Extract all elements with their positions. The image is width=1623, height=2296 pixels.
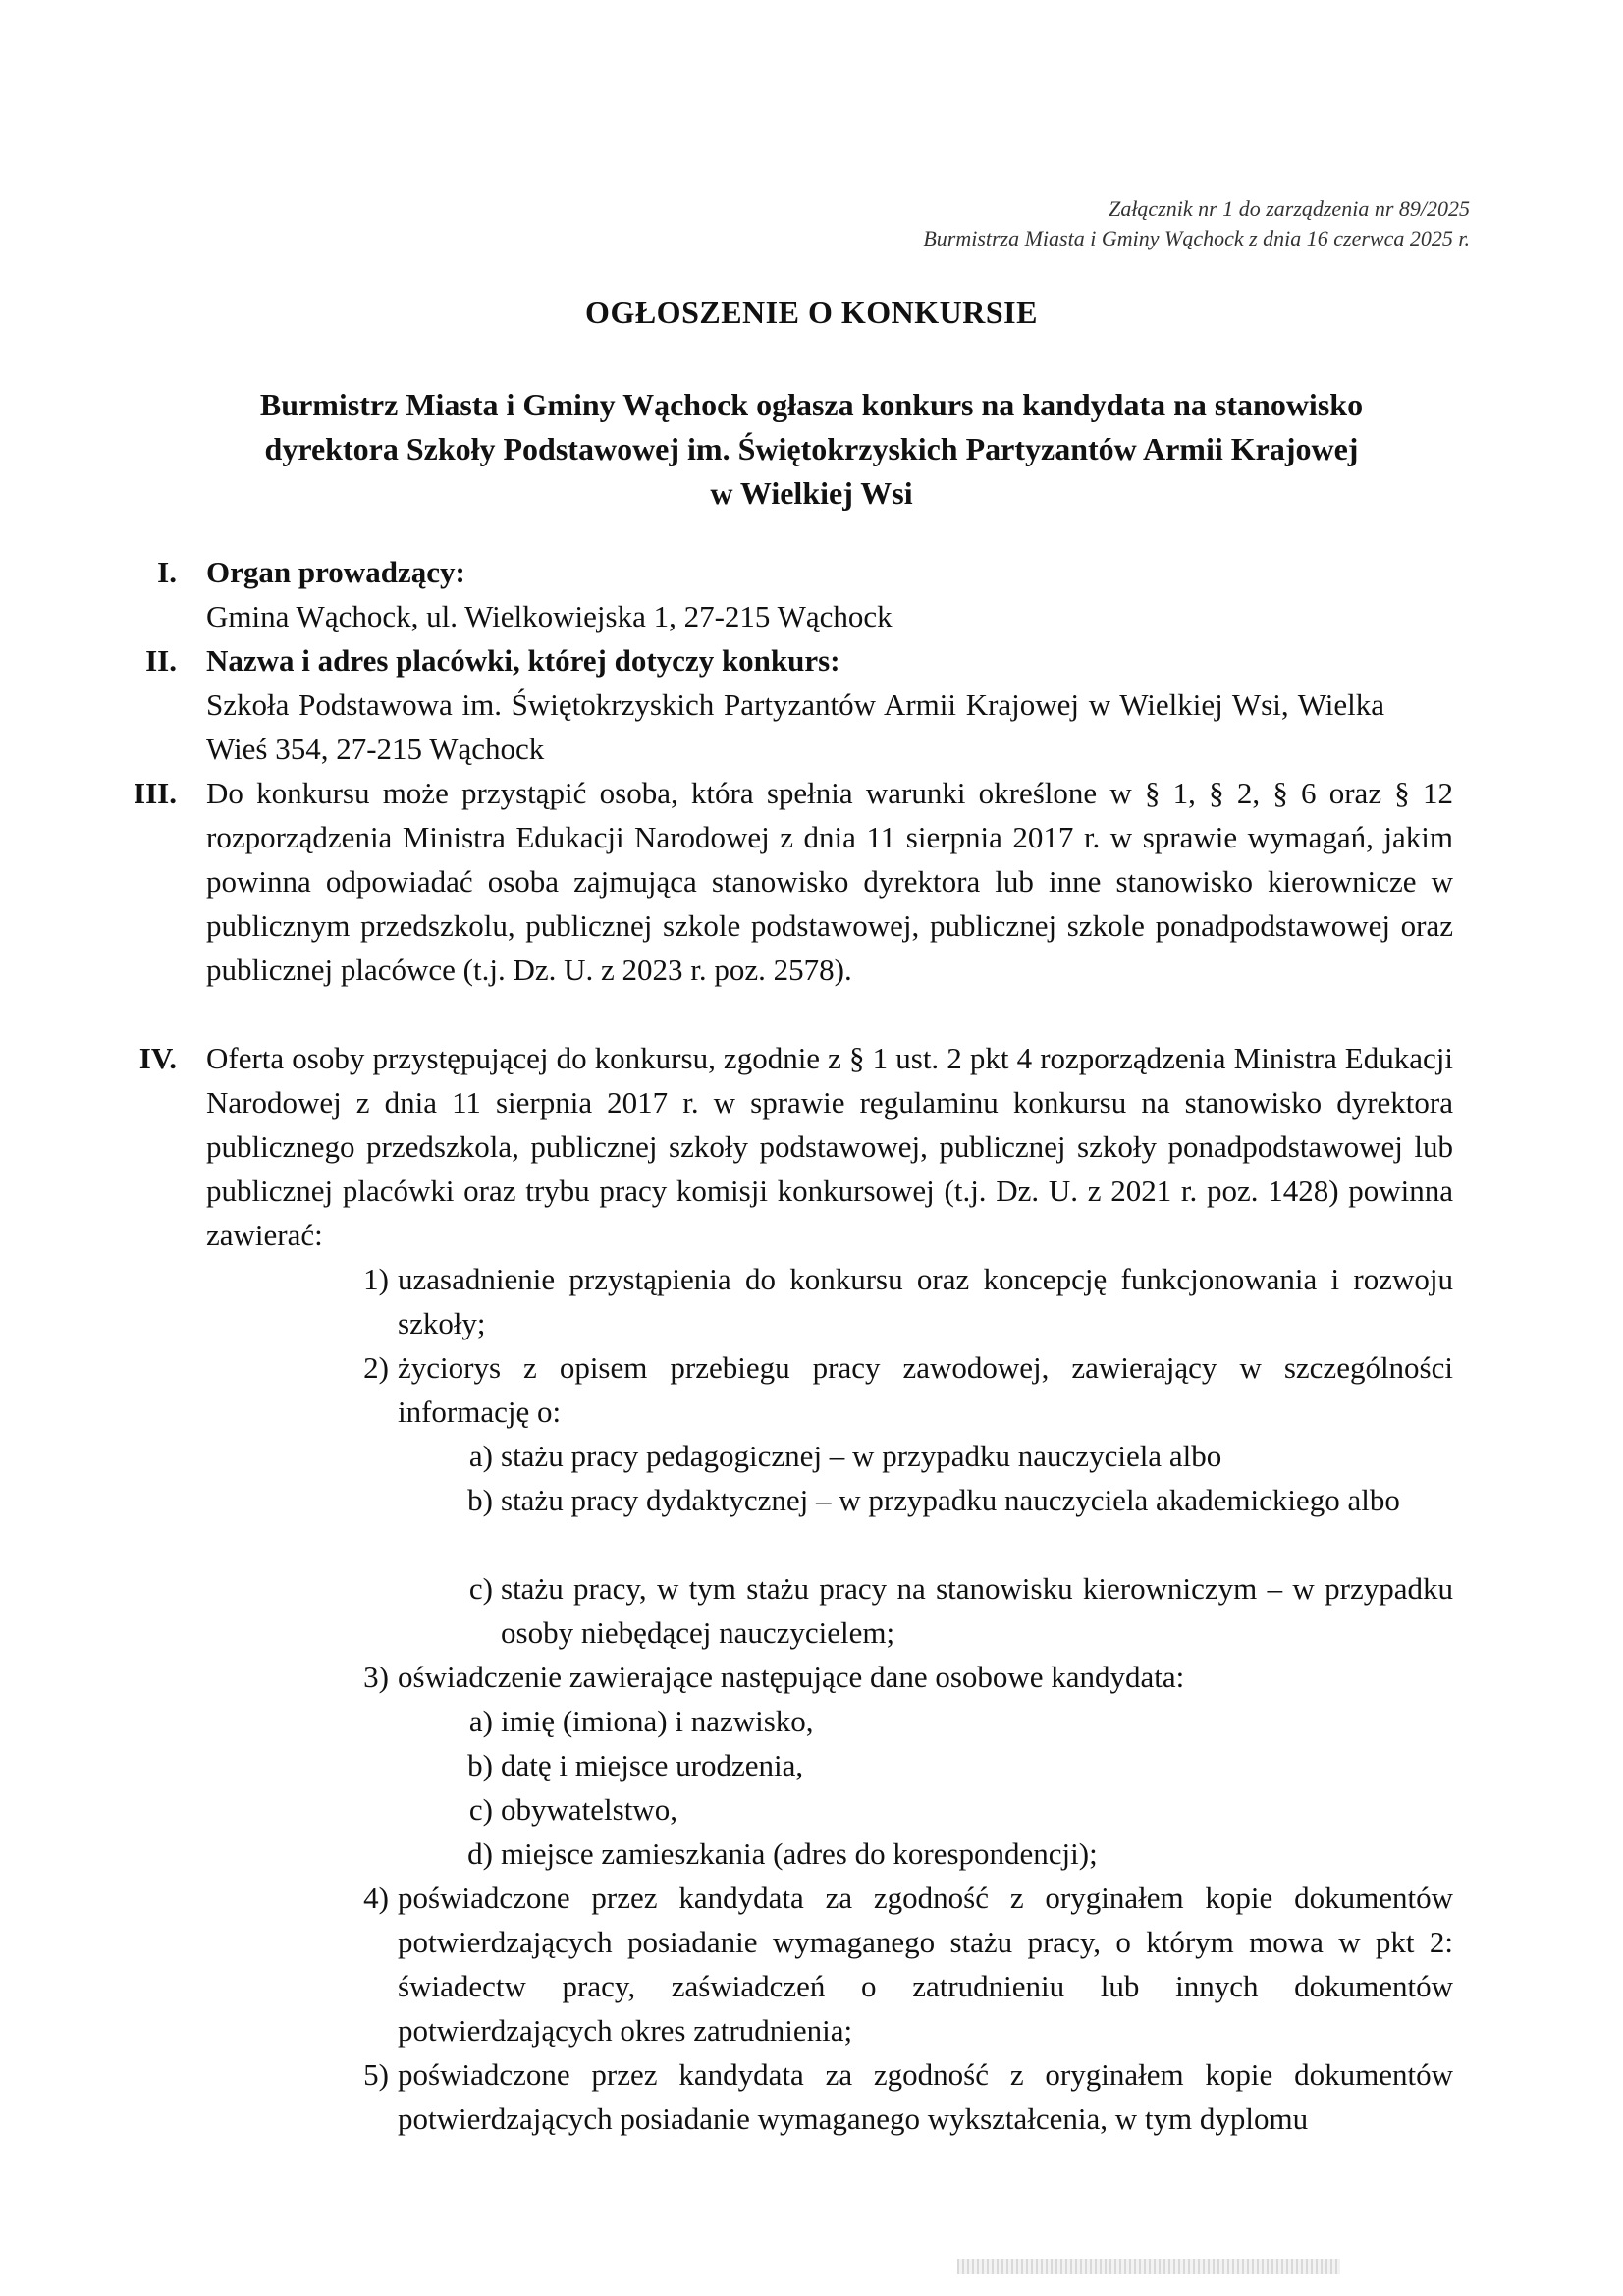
scan-artifact [957,2259,1340,2274]
list-item [363,1655,1453,1699]
section-number: IV. [138,1041,177,1075]
section-text: Szkoła Podstawowa im. Świętokrzyskich Partyzantów Armii Krajowej w Wielkiej Wsi, Wielka Wieś 354, 27-215 Wąchock [206,687,1384,766]
sub-item-text: datę i miejsce urodzenia, [501,1748,804,1782]
list-item-text: oświadczenie zawierające następujące dane osobowe kandydata: [398,1660,1185,1694]
section-text: Do konkursu może przystąpić osoba, która spełnia warunki określone w § 1, § 2, § 6 oraz § 12 rozporządzenia Ministra Edukacji Narodowej z dnia 11 sierpnia 2017 r. w sprawie wymagań, jakim powinna odpowiadać osoba zajmująca stanowisko dyrektora lub inne stanowisko kierownicze w publicznym przedszkolu, publicznej szkole podstawowej, publicznej szkole ponadpodstawowej oraz publicznej placówce (t.j. Dz. U. z 2023 r. poz. 2578). [206,776,1453,987]
document-title: OGŁOSZENIE O KONKURSIE [585,295,1038,330]
sub-item-letter: c) [468,1792,493,1827]
sub-item-letter: d) [467,1836,493,1871]
list-item-number: 4) [363,1881,389,1915]
section-organ [157,550,1453,638]
sub-item-text: stażu pracy pedagogicznej – w przypadku nauczyciela albo [501,1439,1222,1473]
list-item-number: 5) [363,2057,389,2092]
sub-item-text: obywatelstwo, [501,1792,677,1827]
section-requirements [134,771,1453,992]
list-item-text: poświadczone przez kandydata za zgodność z oryginałem kopie dokumentów potwierdzających posiadanie wymaganego stażu pracy, o którym mowa w pkt 2: świadectw pracy, zaświadczeń o zatrudnieniu lub innych dokumentów potwierdzających okres zatrudnienia; [398,1881,1453,2048]
section-heading: Nazwa i adres placówki, której dotyczy konkurs: [206,643,840,678]
attachment-note [586,194,1470,253]
sub-item-letter: b) [467,1748,493,1782]
section-number: II. [145,643,177,678]
list-item [363,1257,1453,1345]
attachment-note-line-2: Burmistrza Miasta i Gminy Wąchock z dnia 16 czerwca 2025 r. [923,226,1470,250]
list-item-text: poświadczone przez kandydata za zgodność z oryginałem kopie dokumentów potwierdzających posiadanie wymaganego wykształcenia, w tym dyplomu [398,2057,1453,2136]
list-item [363,2052,1453,2141]
intro-heading [196,383,1427,516]
sub-item [468,1699,1453,1743]
intro-line-1: Burmistrz Miasta i Gminy Wąchock ogłasza konkurs na kandydata na stanowisko [259,387,1364,422]
sub-item-text: imię (imiona) i nazwisko, [501,1704,814,1738]
list-item-number: 1) [363,1262,389,1296]
list-item-number: 2) [363,1350,389,1385]
sub-item-text: stażu pracy, w tym stażu pracy na stanowisku kierowniczym – w przypadku osoby niebędącej nauczycielem; [501,1571,1453,1650]
section-number: I. [157,555,177,589]
section-text: Oferta osoby przystępującej do konkursu, zgodnie z § 1 ust. 2 pkt 4 rozporządzenia Ministra Edukacji Narodowej z dnia 11 sierpnia 2017 r. w sprawie regulaminu konkursu na stanowisko dyrektora publicznego przedszkola, publicznej szkoły podstawowej, publicznej szkoły ponadpodstawowej lub publicznej placówki oraz trybu pracy komisji konkursowej (t.j. Dz. U. z 2021 r. poz. 1428) powinna zawierać: [206,1041,1453,1252]
sub-item [467,1478,1453,1522]
sub-item-letter: b) [467,1483,493,1517]
section-heading: Organ prowadzący: [206,555,465,589]
intro-line-3: w Wielkiej Wsi [710,475,913,511]
section-text: Gmina Wąchock, ul. Wielkowiejska 1, 27-215 Wąchock [206,599,893,633]
sub-item [468,1566,1453,1655]
sub-item-letter: c) [468,1571,493,1606]
sub-item-text: stażu pracy dydaktycznej – w przypadku nauczyciela akademickiego albo [501,1483,1400,1517]
sub-item-letter: a) [468,1439,493,1473]
sub-item [467,1743,1453,1787]
sub-item [468,1434,1453,1478]
section-school [145,638,1453,771]
list-item-text: życiorys z opisem przebiegu pracy zawodowej, zawierający w szczególności informację o: [398,1350,1453,1429]
sub-item-letter: a) [468,1704,493,1738]
list-item-text: uzasadnienie przystąpienia do konkursu oraz koncepcję funkcjonowania i rozwoju szkoły; [398,1262,1453,1340]
sub-item-text: miejsce zamieszkania (adres do korespondencji); [501,1836,1098,1871]
sub-item [468,1787,1453,1831]
intro-line-2: dyrektora Szkoły Podstawowej im. Świętokrzyskich Partyzantów Armii Krajowej [264,431,1359,466]
list-item [363,1345,1453,1434]
list-item-number: 3) [363,1660,389,1694]
section-number: III. [134,776,177,810]
sub-item [467,1831,1453,1876]
attachment-note-line-1: Załącznik nr 1 do zarządzenia nr 89/2025 [1109,196,1470,221]
list-item [363,1876,1453,2052]
section-offer [138,1036,1453,1257]
